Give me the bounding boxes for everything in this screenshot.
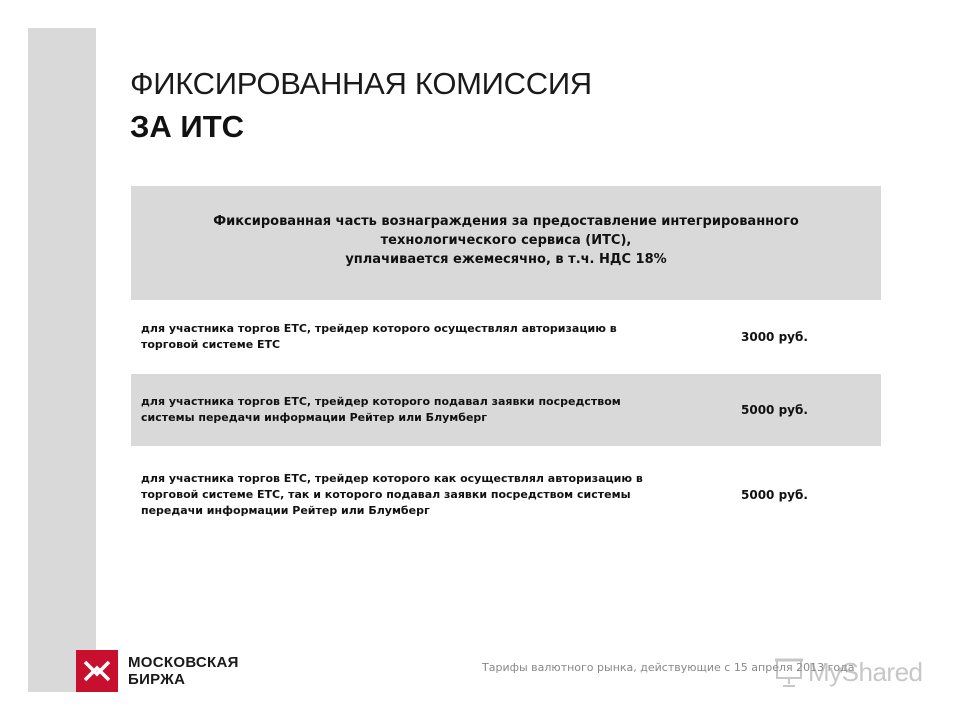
- slide-title: ФИКСИРОВАННАЯ КОМИССИЯ: [130, 66, 592, 101]
- table-header-line: технологического сервиса (ИТС),: [380, 232, 632, 248]
- logo-text-line: МОСКОВСКАЯ: [128, 654, 239, 671]
- moscow-exchange-logo: [76, 650, 239, 692]
- row-price: 5000 руб.: [741, 403, 808, 417]
- logo-text: [128, 654, 239, 688]
- row-price: 3000 руб.: [741, 330, 808, 344]
- row-description: для участника торгов ЕТС, трейдер которого как осуществлял авторизацию в торговой системе ЕТС, так и которого подавал заявки посредством системы передачи информации Рейтер или Блумберг: [141, 472, 643, 517]
- table-header: [131, 186, 881, 300]
- left-decorative-bar: [28, 28, 96, 692]
- logo-text-line: БИРЖА: [128, 671, 186, 688]
- table-row: [131, 300, 881, 374]
- presentation-icon: [774, 656, 804, 688]
- table-row: [131, 446, 881, 544]
- table-row: [131, 374, 881, 446]
- row-description: для участника торгов ЕТС, трейдер которого подавал заявки посредством системы передачи информации Рейтер или Блумберг: [141, 395, 621, 424]
- watermark-text: MyShared: [808, 656, 923, 687]
- slide-subtitle: ЗА ИТС: [130, 109, 245, 144]
- row-description: для участника торгов ЕТС, трейдер которого осуществлял авторизацию в торговой системе ЕТС: [141, 322, 617, 351]
- table-header-line: Фиксированная часть вознаграждения за предоставление интегрированного: [213, 213, 799, 229]
- table-header-line: уплачивается ежемесячно, в т.ч. НДС 18%: [345, 251, 667, 267]
- footer-note: Тарифы валютного рынка, действующие с 15 апреля 2013 года: [482, 661, 855, 674]
- commission-table: [131, 186, 881, 544]
- logo-mark-icon: [76, 650, 118, 692]
- watermark: [774, 656, 923, 688]
- row-price: 5000 руб.: [741, 488, 808, 502]
